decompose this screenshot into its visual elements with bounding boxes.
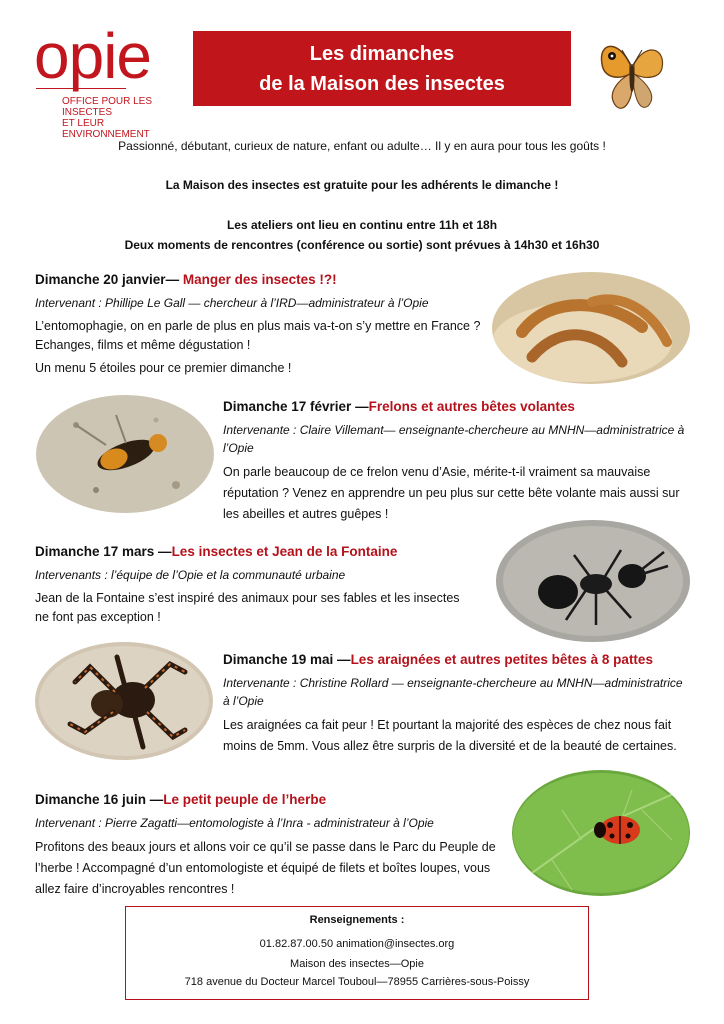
intro-tagline: Passionné, débutant, curieux de nature, enfant ou adulte… Il y en aura pour tous les goûts ! [118,139,606,153]
event-date [35,790,500,809]
tarantula-photo [35,642,213,760]
event-speaker: Intervenant : Pierre Zagatti—entomologiste à l’Inra - administrateur à l’Opie [35,816,434,830]
event-theme: Les insectes et Jean de la Fontaine [171,544,398,559]
intro-hours: Les ateliers ont lieu en continu entre 11h et 18h [226,218,498,232]
contact-title: Renseignements : [309,914,405,926]
logo-wordmark: opie [34,20,151,92]
logo-subtitle-line1: OFFICE POUR LES INSECTES [62,96,153,118]
event-theme: Le petit peuple de l’herbe [163,792,327,807]
event-date [223,650,688,669]
contact-box [125,906,589,1000]
mealworm-photo [492,272,690,384]
event-description: Jean de la Fontaine s’est inspiré des animaux pour ses fables et les insectes ne font pas exception ! [35,591,460,624]
ladybug-photo [512,770,690,896]
event-speaker: Intervenante : Claire Villemant— enseignante-chercheure au MNHN—administratrice à l’Opie [223,423,685,455]
contact-place: Maison des insectes—Opie [290,958,424,970]
event-march [35,542,475,627]
event-theme: Les araignées et autres petites bêtes à 8 pattes [350,652,653,667]
event-description: Les araignées ca fait peur ! Et pourtant la majorité des espèces de chez nous fait moins de 5mm. Vous allez être surpris de la diversité et de la beauté de certaines. [223,718,677,753]
event-speaker: Intervenants : l’équipe de l’Opie et la communauté urbaine [35,568,346,582]
event-theme: Frelons et autres bêtes volantes [368,399,575,414]
event-date-text: Dimanche 19 mai — [223,652,351,667]
event-may [223,650,688,757]
event-date-text: Dimanche 20 janvier— [35,272,183,287]
logo-rule [36,88,126,89]
event-date-text: Dimanche 16 juin — [35,792,164,807]
event-theme: Manger des insectes !?! [182,272,337,287]
event-date [35,542,475,561]
logo-subtitle-line2: ET LEUR ENVIRONNEMENT [62,118,150,140]
hornet-photo [36,395,214,513]
butterfly-photo [588,34,678,124]
event-date-text: Dimanche 17 février — [223,399,369,414]
event-description: L’entomophagie, on en parle de plus en plus mais va-t-on s’y mettre en France ? Echanges, films et même dégustation ! [35,319,481,352]
event-date-text: Dimanche 17 mars — [35,544,172,559]
event-description: On parle beaucoup de ce frelon venu d’Asie, mérite-t-il vraiment sa mauvaise réputation ? Venez en apprendre un peu plus sur cette bête volante mais aussi sur les abeilles et autres guêpes ! [223,465,680,521]
event-january [35,270,485,378]
event-speaker: Intervenante : Christine Rollard — enseignante-chercheure au MNHN—administratrice à l’Opie [223,676,683,708]
intro-meetings: Deux moments de rencontres (conférence ou sortie) sont prévues à 14h30 et 16h30 [124,238,600,252]
event-date [35,270,485,289]
intro-free-note: La Maison des insectes est gratuite pour les adhérents le dimanche ! [165,178,559,192]
event-june [35,790,500,900]
event-speaker: Intervenant : Phillipe Le Gall — chercheur à l’IRD—administrateur à l’Opie [35,296,429,310]
opie-logo [34,20,184,140]
event-date [223,397,688,416]
contact-phone-email: 01.82.87.00.50 animation@insectes.org [259,938,455,950]
page-title [193,31,571,106]
title-line1: Les dimanches [309,42,455,65]
contact-address: 718 avenue du Docteur Marcel Touboul—78955 Carrières-sous-Poissy [184,976,530,988]
event-description: Profitons des beaux jours et allons voir ce qu’il se passe dans le Parc du Peuple de l’herbe ! Accompagné d’un entomologiste et équipé de filets et boîtes loupes, vous allez faire d’incroyables rencontres ! [35,840,496,896]
title-line2: de la Maison des insectes [259,72,505,95]
logo-subtitle [62,96,192,140]
event-february [223,397,688,525]
ant-photo [496,520,690,642]
event-description-extra: Un menu 5 étoiles pour ce premier dimanche ! [35,361,292,375]
